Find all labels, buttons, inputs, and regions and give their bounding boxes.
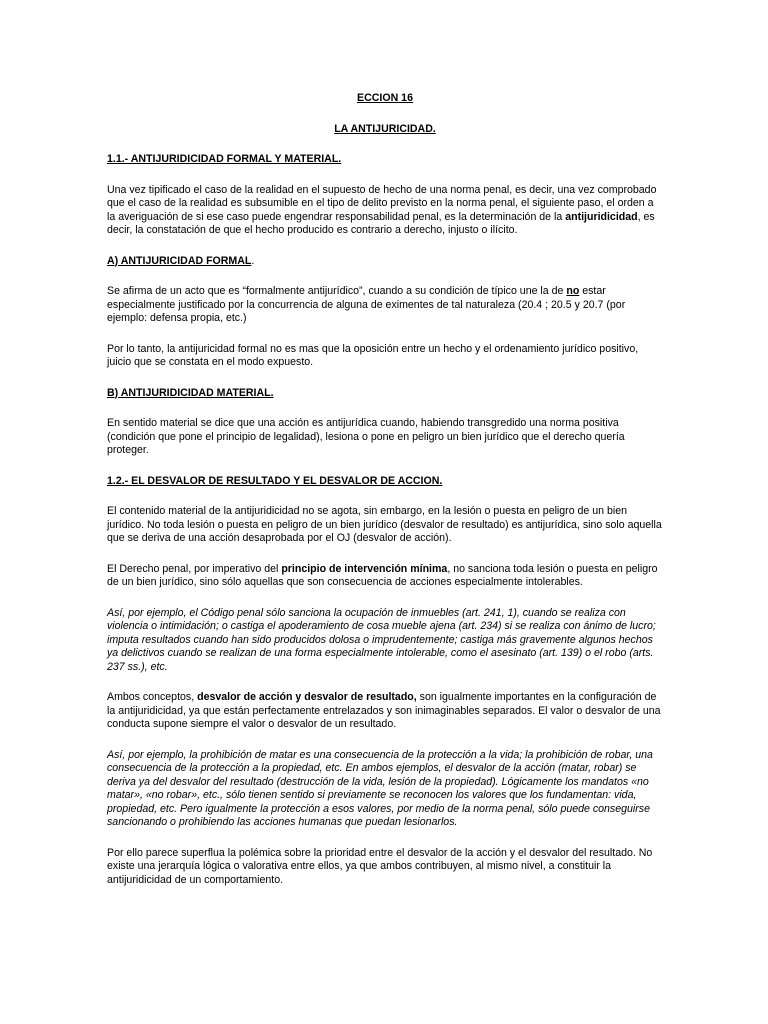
paragraph-example-1: Así, por ejemplo, el Código penal sólo sanciona la ocupación de inmuebles (art. 241, 1), cuando se realiza con violencia o intimidación; o castiga el apoderamiento de cosa mueble ajena (art. 234) si se realiza con ánimo de lucro; imputa resultados cuando han sido producidos dolosa o imprudentemente; castiga más gravemente algunos hechos ya delictivos cuando se realizan de una forma especialmente intolerable, como el asesinato (art. 139) o el robo (arts. 237 ss.), etc. bbox=[107, 606, 656, 673]
paragraph-text: El Derecho penal, por imperativo del bbox=[107, 562, 282, 575]
paragraph-text: son igualmente importantes en la configuración de la antijuridicidad, ya que están perfectamente entrelazados y son inimaginables separados. El valor o desvalor de una conducta supone siempre el valor o desvalor de un resultado. bbox=[107, 691, 661, 730]
section-heading-1-2: 1.2.- EL DESVALOR DE RESULTADO Y EL DESVALOR DE ACCION. bbox=[107, 474, 443, 487]
paragraph-intro bbox=[107, 184, 663, 238]
document-subtitle: LA ANTIJURICIDAD. bbox=[334, 122, 436, 135]
paragraph-formal-2: Por lo tanto, la antijuricidad formal no es mas que la oposición entre un hecho y el ordenamiento jurídico positivo, juicio que se constata en el modo expuesto. bbox=[107, 342, 639, 368]
bold-term: desvalor de acción y desvalor de resultado, bbox=[197, 691, 417, 703]
bold-term: antijuridicidad bbox=[565, 210, 638, 223]
paragraph-material-1: En sentido material se dice que una acción es antijurídica cuando, habiendo transgredido una norma positiva (condición que pone el principio de legalidad), lesiona o pone en peligro un bien jurídico que el derecho quería proteger. bbox=[107, 417, 625, 456]
section-heading-a-text: A) ANTIJURICIDAD FORMAL bbox=[107, 254, 252, 267]
paragraph-text: , no sanciona toda lesión o puesta en peligro de un bien jurídico, sino sólo aquellas que son consecuencia de acciones especialmente intolerables. bbox=[107, 562, 658, 588]
section-heading-a bbox=[107, 255, 663, 269]
section-heading-1-1: 1.1.- ANTIJURIDICIDAD FORMAL Y MATERIAL. bbox=[107, 153, 342, 165]
section-heading-a-tail: . bbox=[251, 254, 255, 267]
paragraph-text: Ambos conceptos, bbox=[107, 691, 198, 703]
bold-term: no bbox=[566, 285, 580, 297]
paragraph-example-2: Así, por ejemplo, la prohibición de matar es una consecuencia de la protección a la vida; la prohibición de robar, una consecuencia de la protección a la propiedad, etc. En ambos ejemplos, el desvalor de la acción (matar, robar) se deriva ya del desvalor del resultado (destrucción de la vida, lesión de la propiedad). Lógicamente los mandatos «no matar», «no robar», etc., sólo tienen sentido si previamente se reconocen los valores que los fundamentan: vida, propiedad, etc. Pero igualmente la protección a esos valores, por medio de la norma penal, sólo puede conseguirse sancionando o prohibiendo las acciones humanas que puedan lesionarlos. bbox=[107, 748, 653, 828]
paragraph-text: Una vez tipificado el caso de la realidad en el supuesto de hecho de una norma penal, es decir, una vez comprobado que el caso de la realidad es subsumible en el tipo de delito previsto en la norma penal, el siguiente paso, el orden a la averiguación de si ese caso puede engendrar responsabilidad penal, es la determinación de la bbox=[107, 183, 657, 223]
section-heading-b: B) ANTIJURIDICIDAD MATERIAL. bbox=[107, 386, 274, 399]
paragraph-conclusion: Por ello parece superflua la polémica sobre la prioridad entre el desvalor de la acción y el desvalor del resultado. No existe una jerarquía lógica o valorativa entre ellos, ya que ambos contribuyen, al mismo nivel, a constituir la antijuridicidad de un comportamiento. bbox=[107, 846, 653, 886]
paragraph-desvalor-3 bbox=[107, 691, 663, 732]
paragraph-text: Se afirma de un acto que es “formalmente antijurídico”, cuando a su condición de típico une la de bbox=[107, 285, 567, 297]
bold-term: principio de intervención mínima bbox=[281, 562, 448, 575]
document-title: ECCION 16 bbox=[357, 92, 413, 104]
paragraph-text: estar especialmente justificado por la concurrencia de alguna de eximentes de tal naturaleza (20.4 ; 20.5 y 20.7 (por ejemplo: defensa propia, etc.) bbox=[107, 285, 626, 324]
paragraph-formal-1 bbox=[107, 285, 663, 326]
paragraph-desvalor-2 bbox=[107, 563, 663, 590]
paragraph-text: , es decir, la constatación de que el hecho producido es contrario a derecho, injusto o ilícito. bbox=[107, 210, 655, 236]
paragraph-desvalor-1: El contenido material de la antijuridicidad no se agota, sin embargo, en la lesión o puesta en peligro de un bien jurídico. No toda lesión o puesta en peligro de un bien jurídico (desvalor de resultado) es antijurídica, sino solo aquella que se deriva de una acción desaprobada por el OJ (desvalor de acción). bbox=[107, 505, 662, 544]
